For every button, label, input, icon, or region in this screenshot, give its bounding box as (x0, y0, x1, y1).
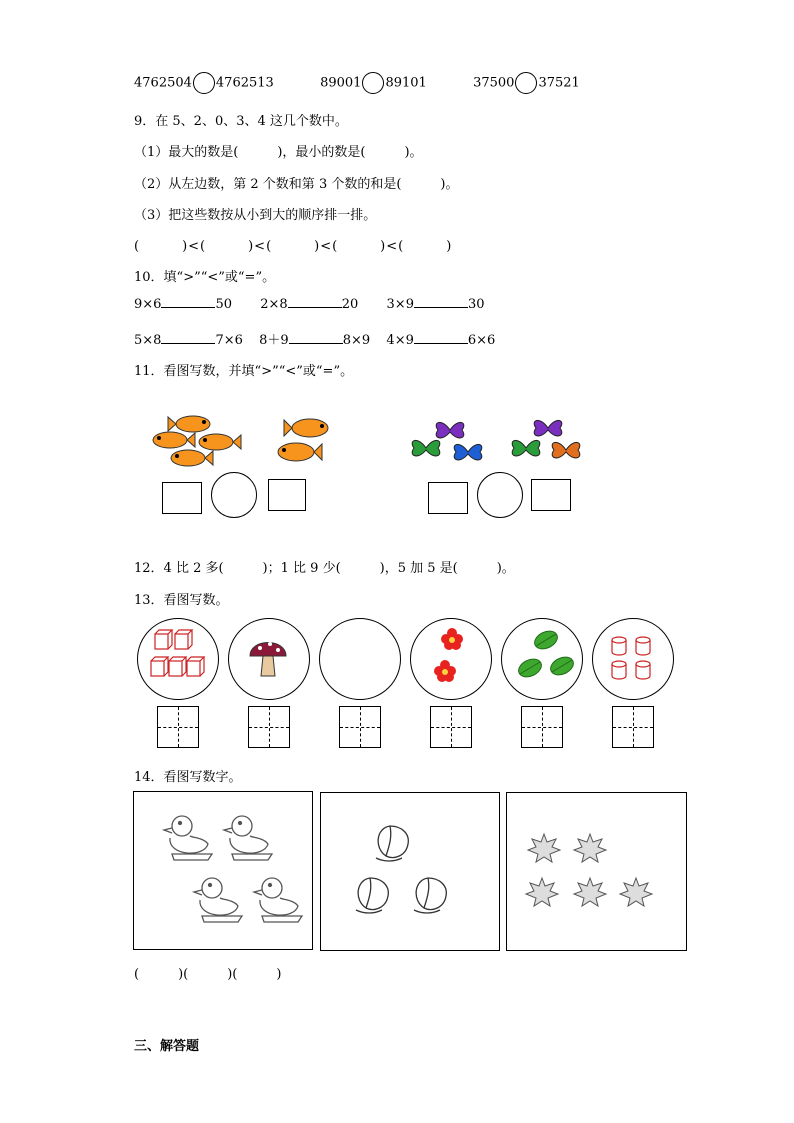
flowers-picture (432, 626, 466, 686)
q10-expr: 8×9 (342, 333, 371, 348)
q10-expr: 5×8 (134, 333, 162, 348)
butterfly-icon (512, 440, 540, 456)
q8-num-a2: 89001 (320, 75, 362, 91)
flower-icon (434, 660, 456, 682)
cube-icon (169, 657, 186, 676)
butterfly-icon (412, 440, 440, 456)
leaves-picture (516, 628, 576, 684)
butterfly-icon (436, 422, 464, 438)
cube-icon (155, 630, 172, 649)
butterfly-icon (552, 442, 580, 458)
cylinder-icon (636, 637, 650, 655)
q14-answers[interactable]: ( )( )( ) (134, 967, 282, 982)
q10-blank[interactable] (414, 307, 468, 308)
q10-expr: 30 (467, 297, 485, 312)
peaches-picture (350, 822, 460, 918)
butterfly-group-right (510, 418, 590, 466)
butterfly-icon (534, 420, 562, 436)
mushroom-icon (248, 634, 288, 680)
cube-icon (175, 630, 192, 649)
fish-icon (284, 419, 328, 437)
q13-answer-grid[interactable] (612, 706, 654, 748)
maple-leaf-icon (526, 878, 558, 906)
q10-blank[interactable] (161, 343, 215, 344)
q8-num-a3: 37500 (473, 75, 515, 91)
q8-comparisons (134, 72, 580, 94)
maple-leaf-icon (574, 834, 606, 862)
q8-num-b2: 89101 (385, 75, 427, 91)
q8-answer-circle-1[interactable] (193, 72, 215, 94)
q10-expr: 9×6 (134, 297, 162, 312)
q8-answer-circle-3[interactable] (515, 72, 537, 94)
q11-compare-circle[interactable] (211, 472, 257, 518)
q11-answer-box[interactable] (531, 479, 571, 511)
q11-answer-box[interactable] (268, 479, 306, 511)
q10-expr: 2×8 (260, 297, 288, 312)
butterfly-icon (454, 444, 482, 460)
fish-icon (168, 416, 210, 432)
q10-expr: 4×9 (386, 333, 414, 348)
q8-num-b1: 4762513 (215, 75, 274, 91)
q13-picture-circle (319, 618, 401, 700)
q10-prompt: 10．填“>”“<”或“=”。 (134, 270, 276, 285)
fish-icon (153, 432, 195, 448)
q9-sub2: （2）从左边数，第 2 个数和第 3 个数的和是( )。 (134, 177, 459, 192)
cylinder-icon (612, 661, 626, 679)
q13-answer-grid[interactable] (521, 706, 563, 748)
peach-icon (414, 878, 446, 913)
butterfly-group-left (410, 418, 490, 466)
q13-answer-grid[interactable] (430, 706, 472, 748)
q9-prompt: 9．在 5、2、0、3、4 这几个数中。 (134, 114, 348, 129)
cubes-picture (147, 628, 211, 684)
fish-icon (199, 434, 241, 450)
duck-icon (164, 816, 212, 860)
q10-expr: 7×6 (215, 333, 243, 348)
fish-icon (171, 450, 213, 466)
q8-num-b3: 37521 (538, 75, 580, 91)
cylinder-icon (612, 637, 626, 655)
leaf-icon (516, 656, 545, 681)
flower-icon (441, 628, 463, 650)
q10-blank[interactable] (161, 307, 215, 308)
q8-num-a1: 4762504 (134, 75, 192, 91)
q9-order-blanks[interactable]: ( )<( )<( )<( )<( ) (134, 239, 453, 254)
fish-group-right (274, 414, 339, 469)
duck-icon (224, 816, 272, 860)
q10-expr: 6×6 (467, 333, 496, 348)
q10-expr: 20 (341, 297, 359, 312)
q10-expr: 8＋9 (259, 333, 289, 348)
fish-group-left (148, 412, 248, 472)
maple-leaves-picture (524, 828, 660, 914)
q10-blank[interactable] (414, 343, 468, 344)
section3-title: 三、解答题 (134, 1039, 200, 1054)
q10-blank[interactable] (288, 307, 342, 308)
q10-row2 (134, 329, 495, 348)
q11-compare-circle[interactable] (477, 472, 523, 518)
q9-sub3: （3）把这些数按从小到大的顺序排一排。 (134, 208, 377, 223)
duck-icon (254, 878, 302, 922)
q11-prompt: 11．看图写数，并填“>”“<”或“=”。 (134, 364, 354, 379)
maple-leaf-icon (528, 834, 560, 862)
cylinder-icon (636, 661, 650, 679)
leaf-icon (532, 628, 561, 653)
cylinders-picture (610, 634, 656, 682)
q8-answer-circle-2[interactable] (362, 72, 384, 94)
cube-icon (187, 657, 204, 676)
q10-row1 (134, 297, 485, 312)
maple-leaf-icon (574, 878, 606, 906)
cube-icon (151, 657, 168, 676)
fish-icon (278, 443, 322, 461)
leaf-icon (548, 654, 577, 679)
q14-prompt: 14．看图写数字。 (134, 770, 242, 785)
maple-leaf-icon (620, 878, 652, 906)
peach-icon (376, 826, 408, 861)
q10-blank[interactable] (289, 343, 343, 344)
q10-expr: 50 (215, 297, 232, 312)
duck-icon (194, 878, 242, 922)
q10-expr: 3×9 (386, 297, 414, 312)
q12-text[interactable]: 12．4 比 2 多( )；1 比 9 少( )，5 加 5 是( )。 (134, 561, 515, 576)
q13-answer-grid[interactable] (157, 706, 199, 748)
q9-sub1: （1）最大的数是( )，最小的数是( )。 (134, 145, 423, 160)
q13-answer-grid[interactable] (248, 706, 290, 748)
q13-prompt: 13．看图写数。 (134, 593, 229, 608)
q11-answer-box[interactable] (428, 482, 468, 514)
q13-answer-grid[interactable] (339, 706, 381, 748)
peach-icon (356, 878, 388, 913)
q11-answer-box[interactable] (162, 482, 202, 514)
ducks-picture (158, 812, 308, 937)
